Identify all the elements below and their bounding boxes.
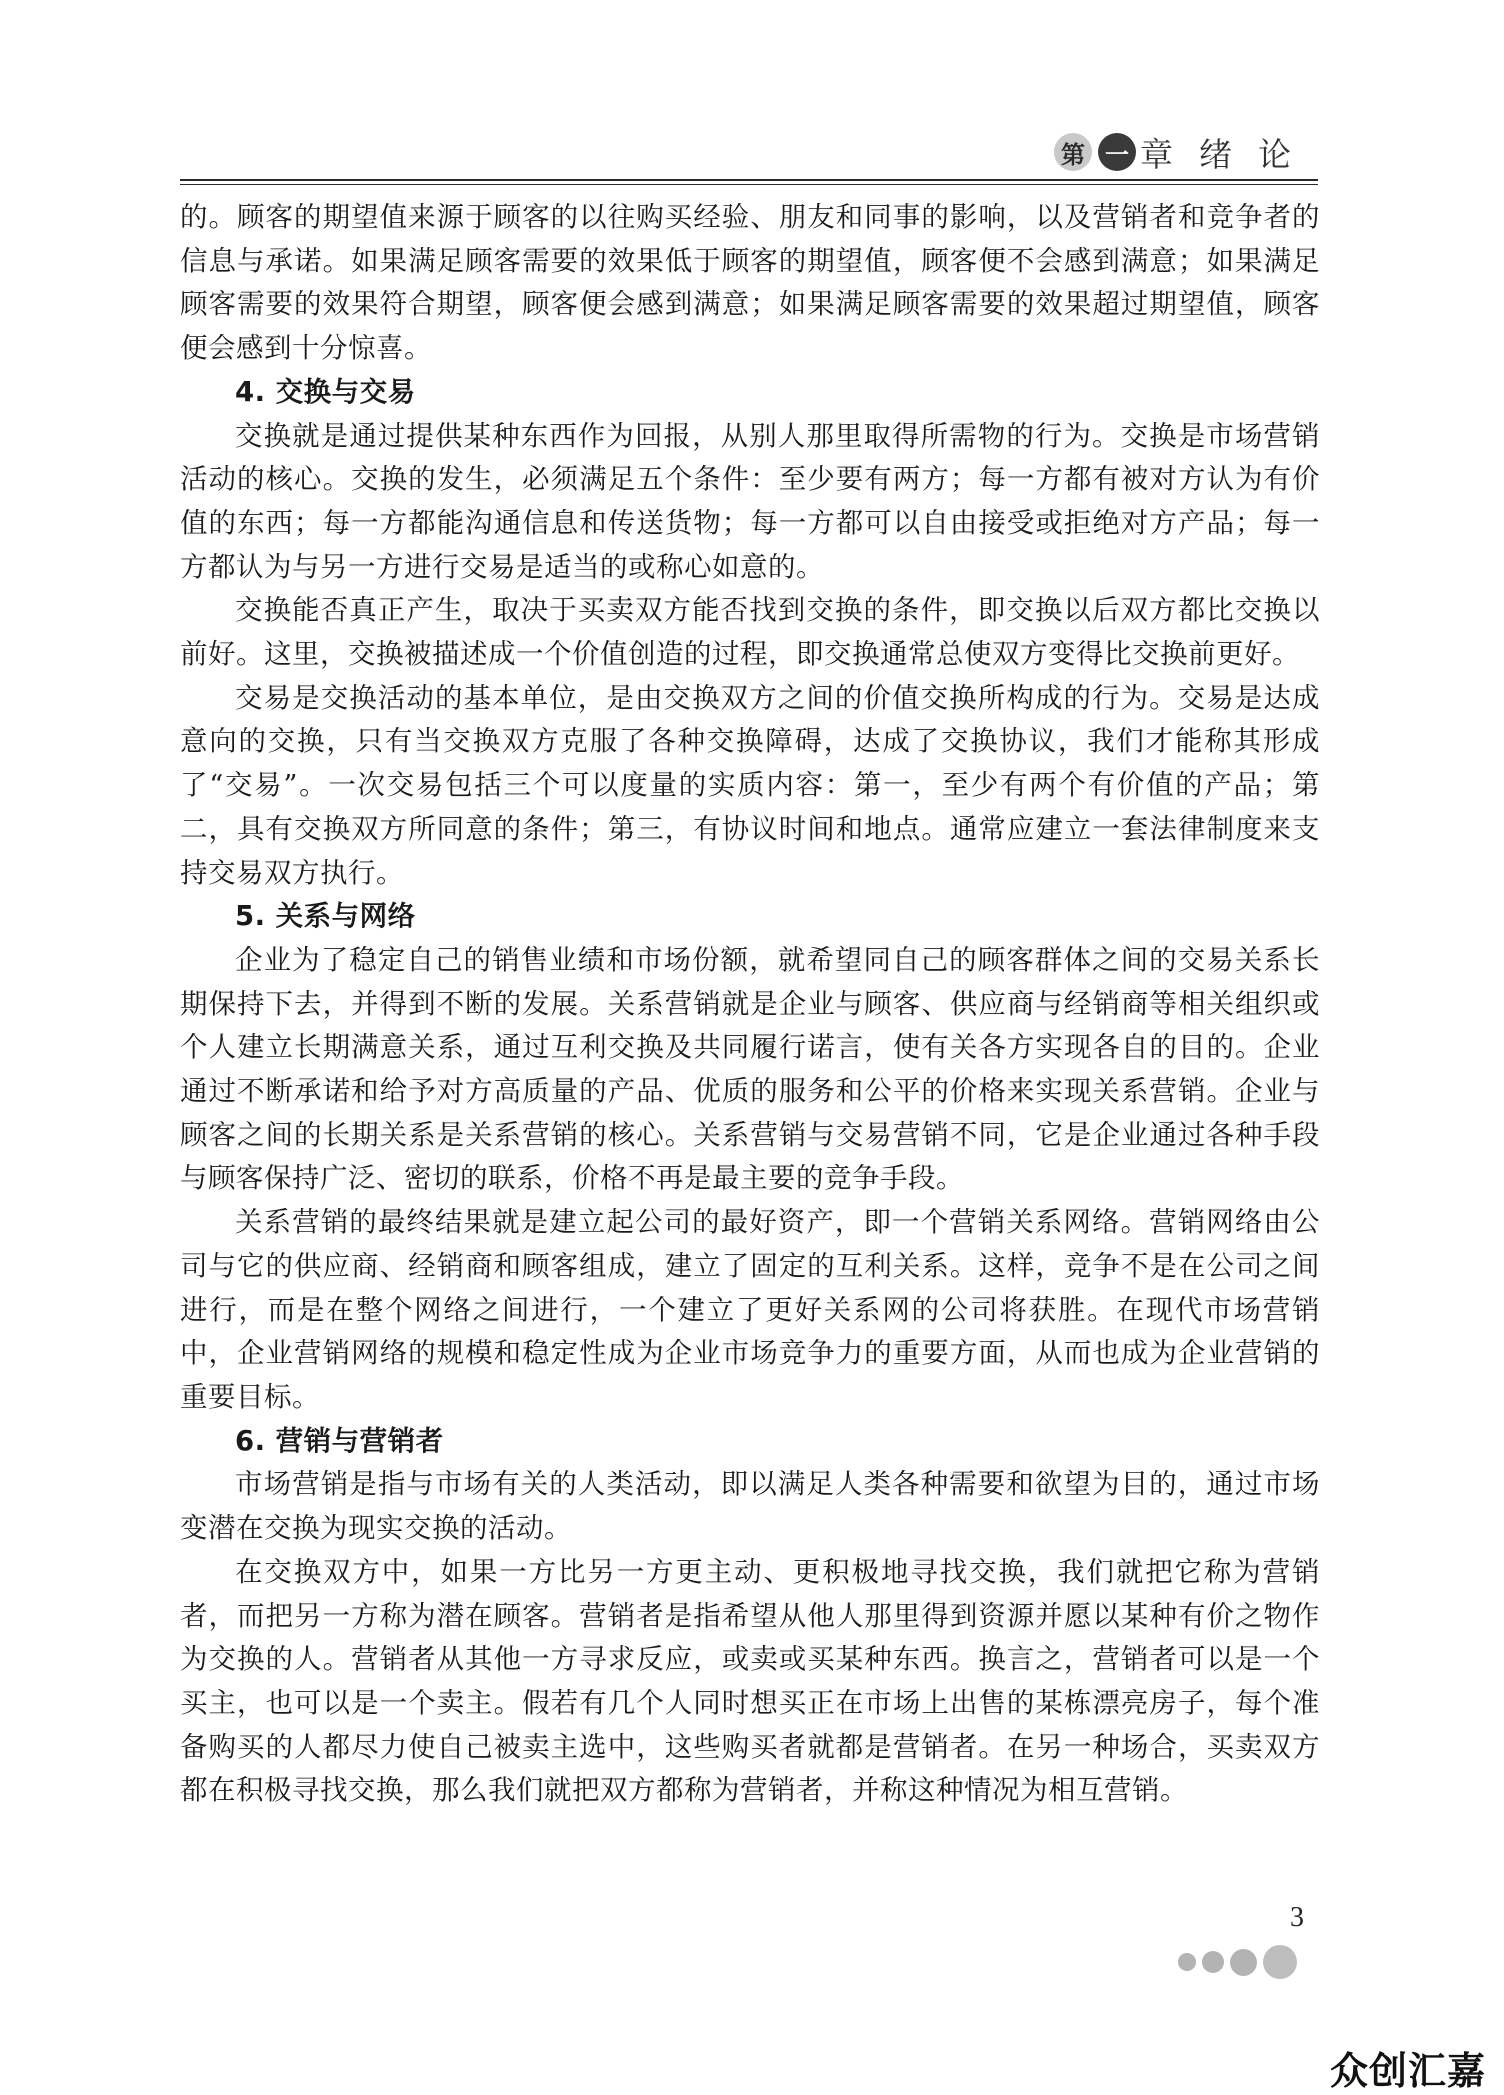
paragraph: 交换就是通过提供某种东西作为回报，从别人那里取得所需物的行为。交换是市场营销活动的核心。交换的发生，必须满足五个条件：至少要有两方；每一方都有被对方认为有价值的东西；每一方都能沟通信息和传送货物；每一方都可以自由接受或拒绝对方产品；每一方都认为与另一方进行交易是适当的或称心如意的。 [180, 419, 1320, 583]
dot-icon [1178, 1953, 1196, 1971]
header-rule [180, 179, 1318, 181]
paragraph: 市场营销是指与市场有关的人类活动，即以满足人类各种需要和欲望为目的，通过市场变潜在交换为现实交换的活动。 [180, 1468, 1320, 1545]
section-heading-exchange-transaction: 4. 交换与交易 [235, 375, 416, 408]
paragraph: 企业为了稳定自己的销售业绩和市场份额，就希望同自己的顾客群体之间的交易关系长期保持下去，并得到不断的发展。关系营销就是企业与顾客、供应商与经销商等相关组织或个人建立长期满意关系，通过互利交换及共同履行诺言，使有关各方实现各自的目的。企业通过不断承诺和给予对方高质量的产品、优质的服务和公平的价格来实现关系营销。企业与顾客之间的长期关系是关系营销的核心。关系营销与交易营销不同，它是企业通过各种手段与顾客保持广泛、密切的联系，价格不再是最主要的竞争手段。 [180, 943, 1320, 1195]
page-number: 3 [1290, 1902, 1304, 1933]
paragraph-continued: 的。顾客的期望值来源于顾客的以往购买经验、朋友和同事的影响，以及营销者和竞争者的信息与承诺。如果满足顾客需要的效果低于顾客的期望值，顾客便不会感到满意；如果满足顾客需要的效果符合期望，顾客便会感到满意；如果满足顾客需要的效果超过期望值，顾客便会感到十分惊喜。 [180, 201, 1320, 365]
dot-icon [1202, 1951, 1224, 1973]
page-body [180, 196, 1320, 1813]
header-title-char-1: 绪 [1199, 134, 1232, 174]
header-char-di: 第 [1054, 133, 1092, 171]
decorative-dots [1178, 1945, 1297, 1979]
dot-icon [1230, 1949, 1257, 1976]
paragraph: 交换能否真正产生，取决于买卖双方能否找到交换的条件，即交换以后双方都比交换以前好。这里，交换被描述成一个价值创造的过程，即交换通常总使双方变得比交换前更好。 [180, 594, 1320, 671]
header-char-zhang: 章 [1140, 134, 1173, 174]
dot-icon [1263, 1945, 1297, 1979]
paragraph: 关系营销的最终结果就是建立起公司的最好资产，即一个营销关系网络。营销网络由公司与它的供应商、经销商和顾客组成，建立了固定的互利关系。这样，竞争不是在公司之间进行，而是在整个网络之间进行，一个建立了更好关系网的公司将获胜。在现代市场营销中，企业营销网络的规模和稳定性成为企业市场竞争力的重要方面，从而也成为企业营销的重要目标。 [180, 1206, 1320, 1413]
section-heading-relationship-network: 5. 关系与网络 [235, 900, 416, 933]
paragraph: 交易是交换活动的基本单位，是由交换双方之间的价值交换所构成的行为。交易是达成意向的交换，只有当交换双方克服了各种交换障碍，达成了交换协议，我们才能称其形成了“交易”。一次交易包括三个可以度量的实质内容：第一，至少有两个有价值的产品；第二，具有交换双方所同意的条件；第三，有协议时间和地点。通常应建立一套法律制度来支持交易双方执行。 [180, 681, 1320, 889]
chapter-header [1052, 128, 1291, 176]
header-rule-thin [180, 184, 1318, 185]
paragraph: 在交换双方中，如果一方比另一方更主动、更积极地寻找交换，我们就把它称为营销者，而把另一方称为潜在顾客。营销者是指希望从他人那里得到资源并愿以某种有价之物作为交换的人。营销者从其他一方寻求反应，或卖或买某种东西。换言之，营销者可以是一个买主，也可以是一个卖主。假若有几个人同时想买正在市场上出售的某栋漂亮房子，每个准备购买的人都尽力使自己被卖主选中，这些购买者就都是营销者。在另一种场合，买卖双方都在积极寻找交换，那么我们就把双方都称为营销者，并称这种情况为相互营销。 [180, 1555, 1320, 1807]
section-heading-marketing-marketer: 6. 营销与营销者 [235, 1424, 444, 1457]
header-title-char-2: 论 [1258, 134, 1291, 174]
header-chapter-number: 一 [1098, 133, 1136, 171]
watermark-logo: 众创汇嘉 [1330, 2049, 1487, 2093]
